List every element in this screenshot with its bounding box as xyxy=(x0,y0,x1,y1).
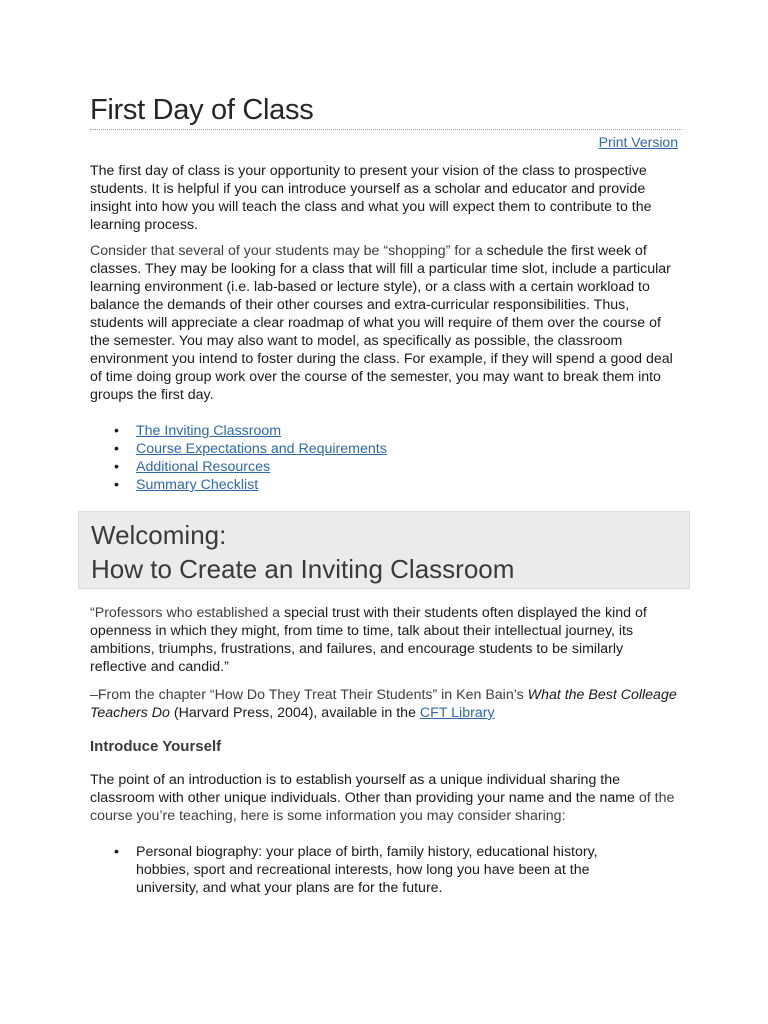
list-item xyxy=(90,458,650,476)
citation-book-title: What the Best Colleage Teachers Do xyxy=(90,687,677,721)
section-header-box xyxy=(78,511,690,589)
section-title-line1: Welcoming: xyxy=(91,520,227,550)
introduce-yourself-heading: Introduce Yourself xyxy=(90,738,222,755)
list-item: • Personal biography: your place of birth, family history, educational history, hobbies, sport and recreational interests, how long you have been at the university, and what your plans are for the future. xyxy=(90,843,650,897)
link-summary-checklist[interactable]: Summary Checklist xyxy=(136,477,259,493)
introduction-paragraph-b: of the course you’re teaching, here is some information you may consider sharing: xyxy=(90,790,675,824)
link-inviting-classroom[interactable]: The Inviting Classroom xyxy=(136,423,282,439)
quote-paragraph xyxy=(90,604,682,676)
introduction-paragraph-a: The point of an introduction is to establish yourself as a unique individual sharing the classroom with other unique individuals. Other than providing your name and the name xyxy=(90,772,639,806)
sharing-list xyxy=(90,843,650,897)
citation-paragraph xyxy=(90,686,682,722)
list-item xyxy=(90,476,650,494)
shopping-paragraph-rest: schedule the first week of classes. They may be looking for a class that will fill a particular time slot, include a particular learning environment (i.e. lab-based or lecture style), or a class with a certain workload to balance the demands of their other courses and extra-curricular responsibilities. Thus, students will appreciate a clear roadmap of what you will require of them over the course of the semester. You may also want to model, as specifically as possible, the classroom environment you intend to foster during the class. For example, if they will spend a good deal of time doing group work over the course of the semester, you may want to break them into groups the first day. xyxy=(90,243,673,403)
title-divider xyxy=(90,129,682,130)
intro-paragraph: The first day of class is your opportunity to present your vision of the class to prospective students. It is helpful if you can introduce yourself as a scholar and educator and provide insight into how you will teach the class and what you will expect them to contribute to the learning process. xyxy=(90,163,652,233)
shopping-paragraph-lead: Consider that several of your students may be “shopping” for a xyxy=(90,243,483,259)
link-additional-resources[interactable]: Additional Resources xyxy=(136,459,271,475)
list-item xyxy=(90,422,650,440)
citation-middle: (Harvard Press, 2004), available in the xyxy=(169,705,420,721)
section-links-list xyxy=(90,422,650,494)
introduction-paragraph xyxy=(90,771,682,825)
section-title-line2: How to Create an Inviting Classroom xyxy=(91,554,515,584)
list-item xyxy=(90,440,650,458)
shopping-paragraph xyxy=(90,242,682,404)
link-course-expectations[interactable]: Course Expectations and Requirements xyxy=(136,441,387,457)
quote-rest: special trust with their students often displayed the kind of openness in which they might, from time to time, talk about their intellectual journey, its ambitions, triumphs, frustrations, and failures, and encourage students to be similarly reflective and candid.” xyxy=(90,605,647,675)
page-title: First Day of Class xyxy=(90,94,314,126)
quote-lead: “Professors who established a xyxy=(90,605,281,621)
cft-library-link[interactable]: CFT Library xyxy=(419,705,495,721)
print-version-link[interactable]: Print Version xyxy=(598,134,678,150)
citation-prefix: –From the chapter “How Do They Treat Their Students” in Ken Bain’s xyxy=(90,687,528,703)
